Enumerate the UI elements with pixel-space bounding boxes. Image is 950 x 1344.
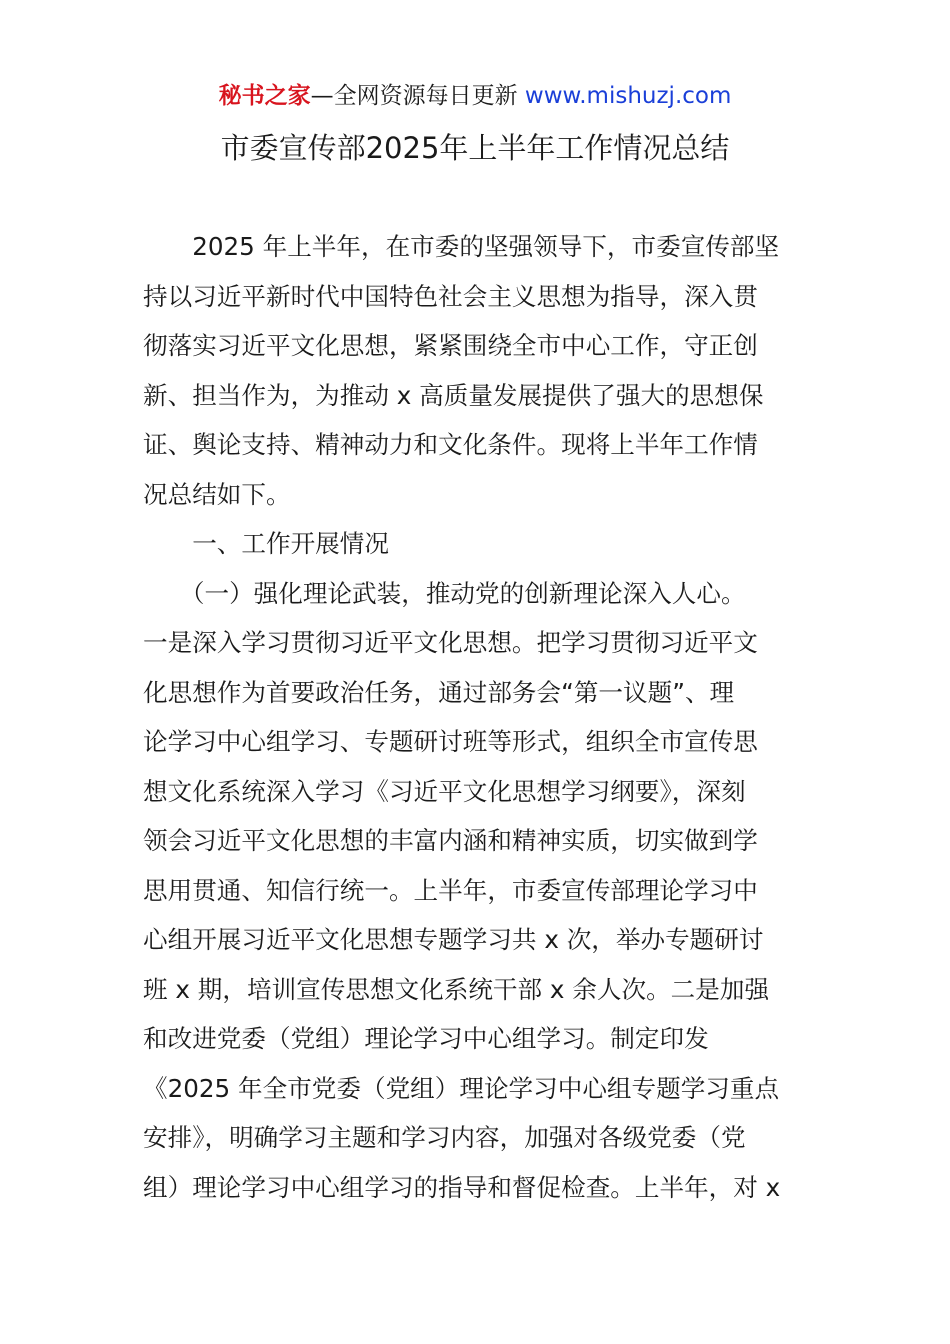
body-line: 《2025 年全市党委（党组）理论学习中心组专题学习重点 — [143, 1073, 780, 1103]
body-line: 况总结如下。 — [143, 479, 291, 509]
body-line: 班 x 期，培训宣传思想文化系统干部 x 余人次。二是加强 — [143, 974, 770, 1004]
site-url-link[interactable]: www.mishuzj.com — [524, 83, 732, 109]
body-line: 心组开展习近平文化思想专题学习共 x 次，举办专题研讨 — [143, 925, 764, 954]
site-brand: 秘书之家 — [218, 83, 311, 109]
body-line: 化思想作为首要政治任务，通过部务会“第一议题”、理 — [143, 677, 735, 707]
site-header — [0, 78, 950, 114]
body-line: 组）理论学习中心组学习的指导和督促检查。上半年，对 x — [143, 1172, 781, 1202]
body-line: 想文化系统深入学习《习近平文化思想学习纲要》，深刻 — [143, 776, 746, 806]
body-line: 2025 年上半年，在市委的坚强领导下，市委宣传部坚 — [143, 232, 780, 261]
subsection-heading: （一）强化理论武装，推动党的创新理论深入人心。 — [143, 578, 746, 608]
body-line: 和改进党委（党组）理论学习中心组学习。制定印发 — [143, 1024, 709, 1053]
body-line: 持以习近平新时代中国特色社会主义思想为指导，深入贯 — [143, 281, 758, 311]
document-title: 市委宣传部2025年上半年工作情况总结 — [220, 131, 730, 165]
document-body — [143, 222, 811, 1212]
body-line: 论学习中心组学习、专题研讨班等形式，组织全市宣传思 — [143, 727, 758, 756]
body-line: 彻落实习近平文化思想，紧紧围绕全市中心工作，守正创 — [143, 331, 758, 360]
body-line: 一是深入学习贯彻习近平文化思想。把学习贯彻习近平文 — [143, 628, 758, 657]
body-line: 新、担当作为，为推动 x 高质量发展提供了强大的思想保 — [143, 380, 764, 410]
site-tagline: —全网资源每日更新 — [310, 83, 518, 109]
section-heading: 一、工作开展情况 — [143, 529, 389, 558]
body-line: 思用贯通、知信行统一。上半年，市委宣传部理论学习中 — [143, 875, 758, 905]
body-line: 领会习近平文化思想的丰富内涵和精神实质，切实做到学 — [143, 826, 758, 855]
body-line: 证、舆论支持、精神动力和文化条件。现将上半年工作情 — [143, 430, 758, 459]
body-line: 安排》，明确学习主题和学习内容，加强对各级党委（党 — [143, 1123, 746, 1152]
